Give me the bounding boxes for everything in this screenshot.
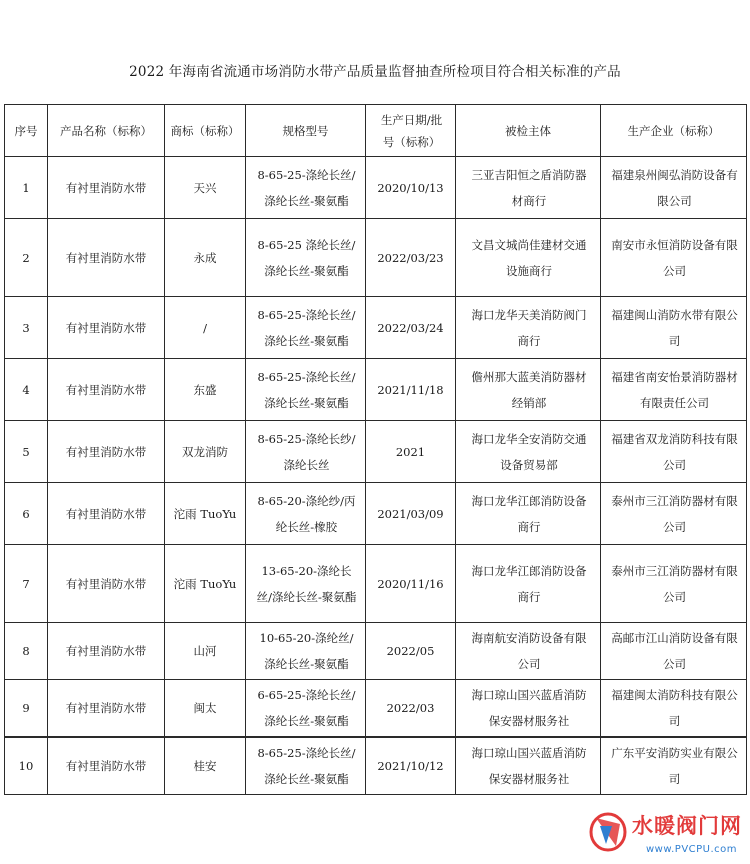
table-header-row (5, 105, 747, 157)
cell-maker: 福建省南安怡景消防器材有限责任公司 (601, 359, 747, 421)
cell-no: 1 (5, 157, 48, 219)
cell-brand: 双龙消防 (165, 421, 246, 483)
header-inspected: 被检主体 (456, 105, 601, 157)
cell-no: 7 (5, 545, 48, 623)
cell-brand: 永成 (165, 219, 246, 297)
cell-spec: 8-65-25-涤纶长纱/涤纶长丝 (246, 421, 366, 483)
cell-product: 有衬里消防水带 (48, 545, 165, 623)
cell-maker: 泰州市三江消防器材有限公司 (601, 545, 747, 623)
cell-inspected: 海口龙华全安消防交通设备贸易部 (456, 421, 601, 483)
table-row (5, 680, 747, 738)
cell-maker: 泰州市三江消防器材有限公司 (601, 483, 747, 545)
cell-brand: 沱雨 TuoYu (165, 545, 246, 623)
cell-date: 2021/10/12 (366, 737, 456, 795)
header-date: 生产日期/批号（标称） (366, 105, 456, 157)
table-row (5, 219, 747, 297)
cell-spec: 8-65-25 涤纶长丝/涤纶长丝-聚氨酯 (246, 219, 366, 297)
cell-product: 有衬里消防水带 (48, 219, 165, 297)
cell-no: 6 (5, 483, 48, 545)
cell-maker: 福建省双龙消防科技有限公司 (601, 421, 747, 483)
cell-inspected: 海南航安消防设备有限公司 (456, 623, 601, 680)
cell-inspected: 海口龙华江郎消防设备商行 (456, 483, 601, 545)
product-table (4, 104, 747, 795)
page-title: 2022 年海南省流通市场消防水带产品质量监督抽查所检项目符合相关标准的产品 (129, 64, 621, 80)
header-spec: 规格型号 (246, 105, 366, 157)
cell-brand: 闽太 (165, 680, 246, 738)
cell-inspected: 三亚吉阳恒之盾消防器材商行 (456, 157, 601, 219)
cell-date: 2020/10/13 (366, 157, 456, 219)
cell-brand: 桂安 (165, 737, 246, 795)
cell-maker: 福建泉州闽弘消防设备有限公司 (601, 157, 747, 219)
cell-date: 2021/11/18 (366, 359, 456, 421)
table-row (5, 297, 747, 359)
cell-date: 2022/03 (366, 680, 456, 738)
table-row (5, 483, 747, 545)
cell-brand: 东盛 (165, 359, 246, 421)
cell-spec: 8-65-25-涤纶长丝/涤纶长丝-聚氨酯 (246, 157, 366, 219)
header-brand: 商标（标称） (165, 105, 246, 157)
cell-brand: 天兴 (165, 157, 246, 219)
cell-no: 5 (5, 421, 48, 483)
cell-maker: 南安市永恒消防设备有限公司 (601, 219, 747, 297)
cell-maker: 福建闽太消防科技有限公司 (601, 680, 747, 738)
cell-spec: 10-65-20-涤纶丝/涤纶长丝-聚氨酯 (246, 623, 366, 680)
cell-product: 有衬里消防水带 (48, 737, 165, 795)
cell-product: 有衬里消防水带 (48, 680, 165, 738)
cell-spec: 8-65-20-涤纶纱/丙纶长丝-橡胶 (246, 483, 366, 545)
cell-spec: 8-65-25-涤纶长丝/涤纶长丝-聚氨酯 (246, 359, 366, 421)
cell-product: 有衬里消防水带 (48, 297, 165, 359)
watermark-text: 水暖阀门网 (632, 814, 742, 838)
cell-brand: 山河 (165, 623, 246, 680)
cell-product: 有衬里消防水带 (48, 421, 165, 483)
header-maker: 生产企业（标称） (601, 105, 747, 157)
cell-no: 2 (5, 219, 48, 297)
cell-product: 有衬里消防水带 (48, 359, 165, 421)
cell-date: 2021/03/09 (366, 483, 456, 545)
cell-inspected: 海口琼山国兴蓝盾消防保安器材服务社 (456, 680, 601, 738)
table-row (5, 623, 747, 680)
cell-date: 2022/03/24 (366, 297, 456, 359)
valve-logo-icon (586, 806, 630, 856)
cell-inspected: 海口琼山国兴蓝盾消防保安器材服务社 (456, 737, 601, 795)
cell-spec: 8-65-25-涤纶长丝/涤纶长丝-聚氨酯 (246, 297, 366, 359)
table-row (5, 545, 747, 623)
cell-no: 9 (5, 680, 48, 738)
cell-maker: 高邮市江山消防设备有限公司 (601, 623, 747, 680)
cell-product: 有衬里消防水带 (48, 623, 165, 680)
cell-maker: 福建闽山消防水带有限公司 (601, 297, 747, 359)
cell-date: 2022/05 (366, 623, 456, 680)
cell-spec: 8-65-25-涤纶长丝/涤纶长丝-聚氨酯 (246, 737, 366, 795)
cell-date: 2021 (366, 421, 456, 483)
table-row (5, 359, 747, 421)
cell-inspected: 儋州那大蓝美消防器材经销部 (456, 359, 601, 421)
cell-no: 3 (5, 297, 48, 359)
cell-product: 有衬里消防水带 (48, 483, 165, 545)
cell-inspected: 海口龙华江郎消防设备商行 (456, 545, 601, 623)
cell-spec: 6-65-25-涤纶长丝/涤纶长丝-聚氨酯 (246, 680, 366, 738)
cell-date: 2022/03/23 (366, 219, 456, 297)
cell-inspected: 文昌文城尚佳建材交通设施商行 (456, 219, 601, 297)
site-watermark (586, 806, 746, 862)
cell-spec: 13-65-20-涤纶长丝/涤纶长丝-聚氨酯 (246, 545, 366, 623)
cell-brand: 沱雨 TuoYu (165, 483, 246, 545)
cell-no: 4 (5, 359, 48, 421)
cell-inspected: 海口龙华天美消防阀门商行 (456, 297, 601, 359)
header-no: 序号 (5, 105, 48, 157)
table-row (5, 157, 747, 219)
table-row (5, 421, 747, 483)
table-row (5, 737, 747, 795)
header-product: 产品名称（标称） (48, 105, 165, 157)
cell-no: 10 (5, 737, 48, 795)
cell-no: 8 (5, 623, 48, 680)
cell-product: 有衬里消防水带 (48, 157, 165, 219)
watermark-url: www.PVCPU.com (646, 844, 738, 855)
cell-brand: / (165, 297, 246, 359)
cell-date: 2020/11/16 (366, 545, 456, 623)
cell-maker: 广东平安消防实业有限公司 (601, 737, 747, 795)
